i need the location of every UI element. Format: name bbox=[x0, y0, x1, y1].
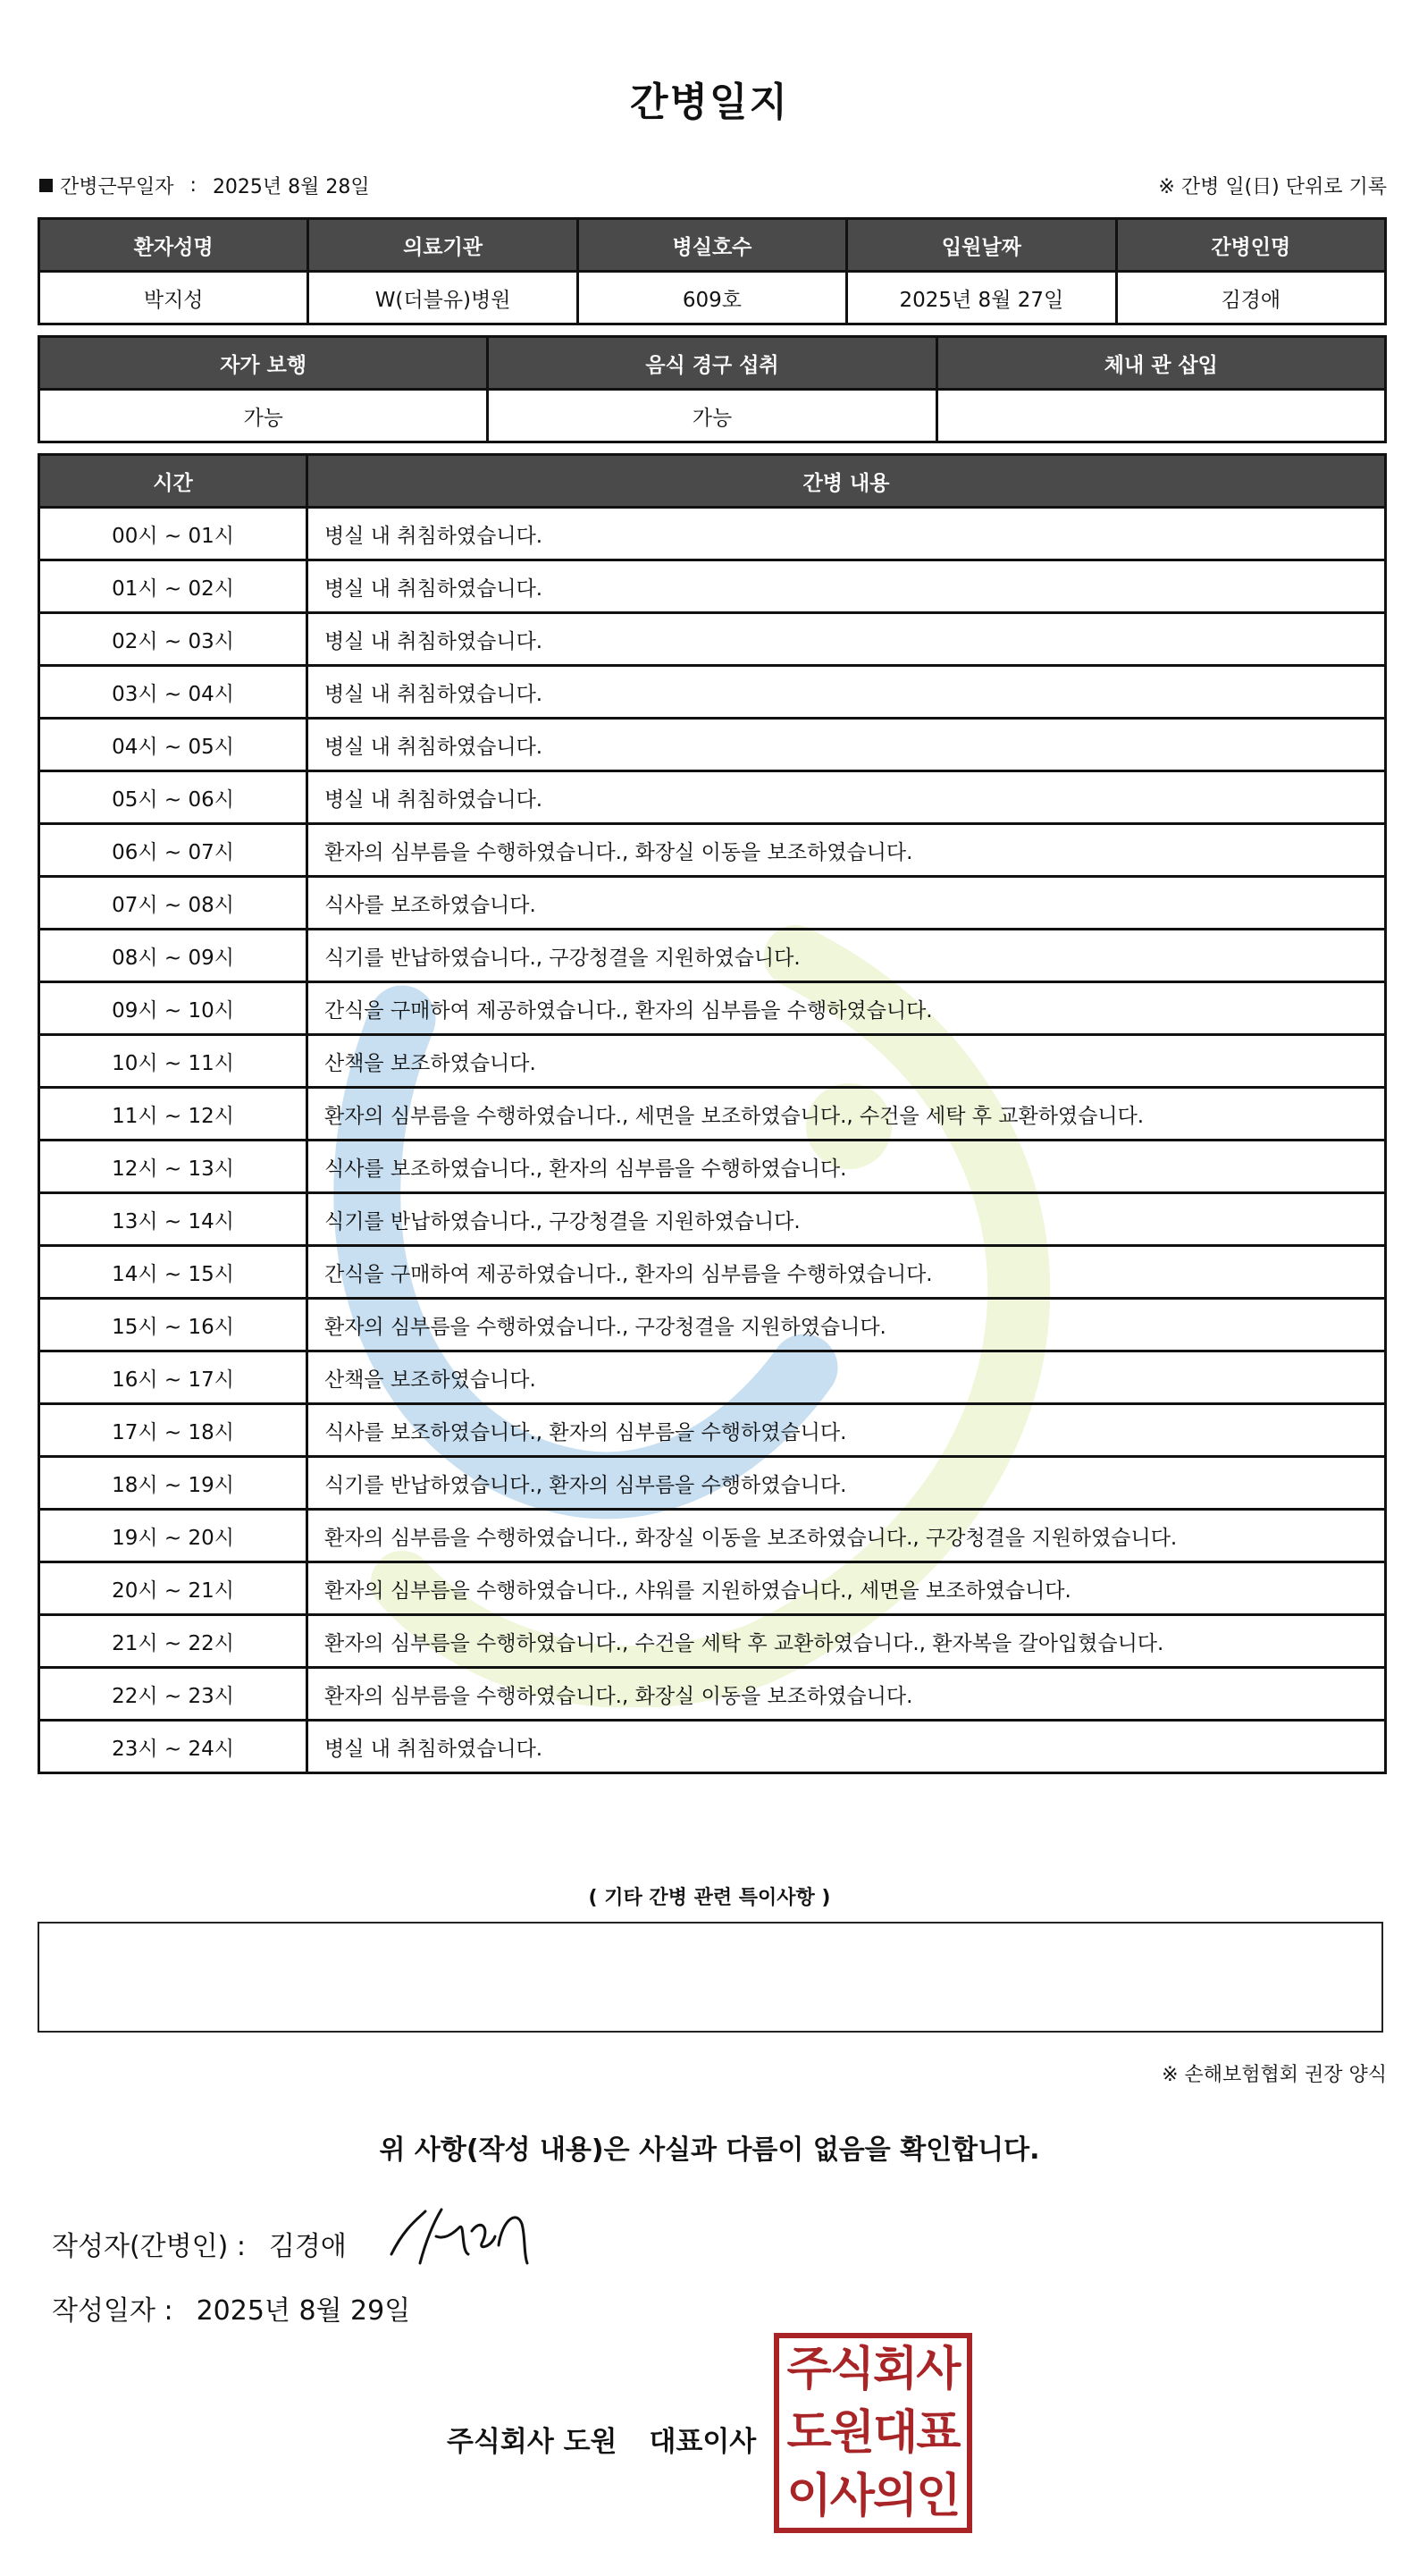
header-oral-intake: 음식 경구 섭취 bbox=[488, 337, 936, 390]
care-content-cell: 산책을 보조하였습니다. bbox=[307, 1035, 1386, 1088]
care-content-cell: 식기를 반납하였습니다., 구강청결을 지원하였습니다. bbox=[307, 930, 1386, 982]
header-caregiver: 간병인명 bbox=[1116, 219, 1385, 272]
header-tube-insertion: 체내 관 삽입 bbox=[936, 337, 1385, 390]
write-date-label: 작성일자 : bbox=[52, 2295, 173, 2327]
time-cell: 19시 ~ 20시 bbox=[39, 1510, 307, 1562]
table-row bbox=[39, 1668, 1386, 1721]
care-log-header-row bbox=[39, 455, 1386, 508]
time-cell: 13시 ~ 14시 bbox=[39, 1193, 307, 1246]
handwritten-signature bbox=[382, 2201, 534, 2272]
time-cell: 23시 ~ 24시 bbox=[39, 1721, 307, 1773]
care-content-cell: 식사를 보조하였습니다., 환자의 심부름을 수행하였습니다. bbox=[307, 1141, 1386, 1193]
write-date-line bbox=[52, 2288, 410, 2328]
table-row bbox=[39, 1562, 1386, 1615]
write-date-value: 2025년 8월 29일 bbox=[196, 2295, 411, 2327]
remarks-title: ( 기타 간병 관련 특이사항 ) bbox=[588, 1887, 831, 1909]
writer-name: 김경애 bbox=[268, 2231, 347, 2262]
care-content-cell: 식사를 보조하였습니다., 환자의 심부름을 수행하였습니다. bbox=[307, 1404, 1386, 1457]
work-date-value: 2025년 8월 28일 bbox=[212, 176, 370, 198]
time-cell: 21시 ~ 22시 bbox=[39, 1615, 307, 1668]
page-title: 간병일지 bbox=[629, 80, 789, 125]
care-content-cell: 병실 내 취침하였습니다. bbox=[307, 666, 1386, 719]
patient-info-header-row bbox=[39, 219, 1386, 272]
time-cell: 16시 ~ 17시 bbox=[39, 1351, 307, 1404]
time-cell: 17시 ~ 18시 bbox=[39, 1404, 307, 1457]
care-content-cell: 병실 내 취침하였습니다. bbox=[307, 719, 1386, 771]
care-content-cell: 환자의 심부름을 수행하였습니다., 화장실 이동을 보조하였습니다., 구강청결을 지원하였습니다. bbox=[307, 1510, 1386, 1562]
time-cell: 07시 ~ 08시 bbox=[39, 877, 307, 930]
table-row bbox=[39, 508, 1386, 560]
table-row bbox=[39, 930, 1386, 982]
table-row bbox=[39, 1141, 1386, 1193]
time-cell: 11시 ~ 12시 bbox=[39, 1088, 307, 1141]
header-hospital: 의료기관 bbox=[308, 219, 577, 272]
care-content-cell: 환자의 심부름을 수행하였습니다., 수건을 세탁 후 교환하였습니다., 환자복을 갈아입혔습니다. bbox=[307, 1615, 1386, 1668]
time-cell: 05시 ~ 06시 bbox=[39, 771, 307, 824]
care-log-table bbox=[38, 453, 1387, 1774]
table-row bbox=[39, 1246, 1386, 1299]
work-date-label: 간병근무일자 bbox=[60, 176, 174, 198]
caregiver-name: 김경애 bbox=[1116, 272, 1385, 324]
care-content-cell: 간식을 구매하여 제공하였습니다., 환자의 심부름을 수행하였습니다. bbox=[307, 1246, 1386, 1299]
table-row bbox=[39, 1510, 1386, 1562]
header-time: 시간 bbox=[39, 455, 307, 508]
time-cell: 09시 ~ 10시 bbox=[39, 982, 307, 1035]
table-row bbox=[39, 1088, 1386, 1141]
time-cell: 01시 ~ 02시 bbox=[39, 560, 307, 613]
table-row bbox=[39, 771, 1386, 824]
time-cell: 18시 ~ 19시 bbox=[39, 1457, 307, 1510]
seal-line-1: 주식회사 bbox=[786, 2343, 960, 2397]
table-row bbox=[39, 719, 1386, 771]
table-row bbox=[39, 613, 1386, 666]
time-cell: 12시 ~ 13시 bbox=[39, 1141, 307, 1193]
time-cell: 10시 ~ 11시 bbox=[39, 1035, 307, 1088]
care-content-cell: 환자의 심부름을 수행하였습니다., 세면을 보조하였습니다., 수건을 세탁 후 교환하였습니다. bbox=[307, 1088, 1386, 1141]
self-walking-value: 가능 bbox=[39, 390, 488, 442]
care-content-cell: 식기를 반납하였습니다., 구강청결을 지원하였습니다. bbox=[307, 1193, 1386, 1246]
time-cell: 00시 ~ 01시 bbox=[39, 508, 307, 560]
table-row bbox=[39, 1299, 1386, 1351]
tube-insertion-value bbox=[936, 390, 1385, 442]
time-cell: 15시 ~ 16시 bbox=[39, 1299, 307, 1351]
table-row bbox=[39, 1721, 1386, 1773]
table-row bbox=[39, 1193, 1386, 1246]
care-content-cell: 산책을 보조하였습니다. bbox=[307, 1351, 1386, 1404]
time-cell: 02시 ~ 03시 bbox=[39, 613, 307, 666]
bullet-square-icon bbox=[39, 179, 53, 192]
table-row bbox=[39, 1351, 1386, 1404]
table-row bbox=[39, 560, 1386, 613]
table-row bbox=[39, 824, 1386, 877]
company-name: 주식회사 도원 bbox=[447, 2426, 617, 2458]
table-row bbox=[39, 1404, 1386, 1457]
admission-date: 2025년 8월 27일 bbox=[847, 272, 1116, 324]
table-row bbox=[39, 1035, 1386, 1088]
care-content-cell: 식사를 보조하였습니다. bbox=[307, 877, 1386, 930]
table-row bbox=[39, 982, 1386, 1035]
care-content-cell: 병실 내 취침하였습니다. bbox=[307, 771, 1386, 824]
time-cell: 08시 ~ 09시 bbox=[39, 930, 307, 982]
patient-info-value-row bbox=[39, 272, 1386, 324]
confirmation-statement: 위 사항(작성 내용)은 사실과 다름이 없음을 확인합니다. bbox=[379, 2134, 1040, 2166]
oral-intake-value: 가능 bbox=[488, 390, 936, 442]
header-self-walking: 자가 보행 bbox=[39, 337, 488, 390]
table-row bbox=[39, 666, 1386, 719]
time-cell: 04시 ~ 05시 bbox=[39, 719, 307, 771]
standard-form-note: ※ 손해보험협회 권장 양식 bbox=[1162, 2064, 1387, 2086]
hospital-name: W(더블유)병원 bbox=[308, 272, 577, 324]
care-content-cell: 식기를 반납하였습니다., 환자의 심부름을 수행하였습니다. bbox=[307, 1457, 1386, 1510]
time-cell: 14시 ~ 15시 bbox=[39, 1246, 307, 1299]
care-content-cell: 환자의 심부름을 수행하였습니다., 화장실 이동을 보조하였습니다. bbox=[307, 824, 1386, 877]
patient-info-table bbox=[38, 217, 1387, 325]
patient-status-table bbox=[38, 335, 1387, 443]
care-content-cell: 간식을 구매하여 제공하였습니다., 환자의 심부름을 수행하였습니다. bbox=[307, 982, 1386, 1035]
time-cell: 20시 ~ 21시 bbox=[39, 1562, 307, 1615]
care-content-cell: 병실 내 취침하였습니다. bbox=[307, 508, 1386, 560]
care-content-cell: 병실 내 취침하였습니다. bbox=[307, 613, 1386, 666]
table-row bbox=[39, 1615, 1386, 1668]
work-date bbox=[39, 172, 370, 199]
patient-name: 박지성 bbox=[39, 272, 308, 324]
header-patient-name: 환자성명 bbox=[39, 219, 308, 272]
header-room: 병실호수 bbox=[577, 219, 846, 272]
writer-line bbox=[52, 2224, 347, 2263]
company-representative: 대표이사 bbox=[649, 2426, 757, 2458]
header-care-content: 간병 내용 bbox=[307, 455, 1386, 508]
patient-status-value-row bbox=[39, 390, 1386, 442]
time-cell: 06시 ~ 07시 bbox=[39, 824, 307, 877]
header-admission-date: 입원날짜 bbox=[847, 219, 1116, 272]
room-number: 609호 bbox=[577, 272, 846, 324]
patient-status-header-row bbox=[39, 337, 1386, 390]
writer-label: 작성자(간병인) : bbox=[52, 2231, 246, 2262]
seal-line-3: 이사의인 bbox=[786, 2469, 960, 2523]
care-content-cell: 환자의 심부름을 수행하였습니다., 구강청결을 지원하였습니다. bbox=[307, 1299, 1386, 1351]
remarks-box bbox=[38, 1922, 1383, 2033]
care-content-cell: 병실 내 취침하였습니다. bbox=[307, 560, 1386, 613]
seal-line-2: 도원대표 bbox=[786, 2405, 960, 2460]
work-date-separator: : bbox=[189, 174, 197, 197]
care-content-cell: 환자의 심부름을 수행하였습니다., 샤워를 지원하였습니다., 세면을 보조하였습니다. bbox=[307, 1562, 1386, 1615]
company-seal-stamp bbox=[774, 2333, 972, 2533]
time-cell: 22시 ~ 23시 bbox=[39, 1668, 307, 1721]
care-content-cell: 병실 내 취침하였습니다. bbox=[307, 1721, 1386, 1773]
care-content-cell: 환자의 심부름을 수행하였습니다., 화장실 이동을 보조하였습니다. bbox=[307, 1668, 1386, 1721]
unit-note: ※ 간병 일(日) 단위로 기록 bbox=[1158, 176, 1387, 198]
company-signature bbox=[447, 2419, 756, 2459]
table-row bbox=[39, 1457, 1386, 1510]
table-row bbox=[39, 877, 1386, 930]
time-cell: 03시 ~ 04시 bbox=[39, 666, 307, 719]
